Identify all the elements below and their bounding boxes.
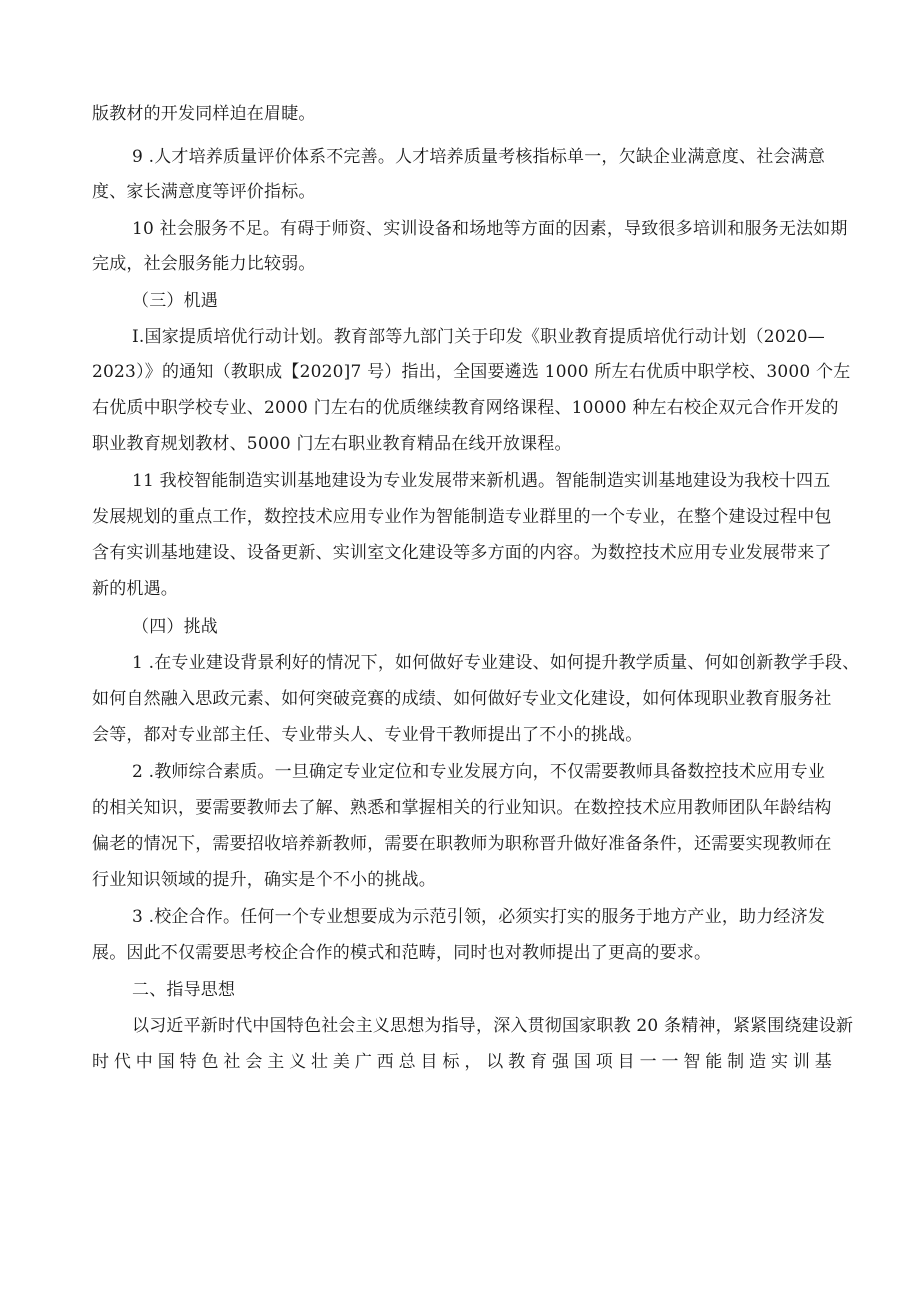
paragraph-line: 展。因此不仅需要思考校企合作的模式和范畴，同时也对教师提出了更高的要求。 bbox=[92, 943, 712, 963]
paragraph-line: 2023）》的通知（教职成【2020]7 号）指出，全国要遴选 1000 所左右优质中职学校、3000 个左 bbox=[92, 362, 851, 382]
paragraph-line: 新的机遇。 bbox=[92, 579, 178, 599]
section-heading: （三）机遇 bbox=[132, 291, 218, 311]
paragraph-line: 的相关知识，要需要教师去了解、熟悉和掌握相关的行业知识。在数控技术应用教师团队年龄结构 bbox=[92, 798, 832, 818]
paragraph-line: 2 .教师综合素质。一旦确定专业定位和专业发展方向，不仅需要教师具备数控技术应用专业 bbox=[132, 762, 826, 782]
paragraph-line: 如何自然融入思政元素、如何突破竞赛的成绩、如何做好专业文化建设，如何体现职业教育服务社 bbox=[92, 689, 832, 709]
paragraph-line: 含有实训基地建设、设备更新、实训室文化建设等多方面的内容。为数控技术应用专业发展带来了 bbox=[92, 543, 832, 563]
paragraph-line: 职业教育规划教材、5000 门左右职业教育精品在线开放课程。 bbox=[92, 434, 572, 454]
paragraph-line: 以习近平新时代中国特色社会主义思想为指导，深入贯彻国家职教 20 条精神，紧紧围绕建设新 bbox=[132, 1016, 854, 1036]
paragraph-line: 时代中国特色社会主义壮美广西总目标，以教育强国项目一一智能制造实训基 bbox=[92, 1052, 832, 1072]
paragraph-line: 11 我校智能制造实训基地建设为专业发展带来新机遇。智能制造实训基地建设为我校十四五 bbox=[132, 471, 831, 491]
paragraph-line: 10 社会服务不足。有碍于师资、实训设备和场地等方面的因素，导致很多培训和服务无法如期 bbox=[132, 219, 848, 239]
paragraph-line: 版教材的开发同样迫在眉睫。 bbox=[92, 104, 316, 124]
paragraph-line: 9 .人才培养质量评价体系不完善。人才培养质量考核指标单一，欠缺企业满意度、社会满意 bbox=[132, 147, 826, 167]
paragraph-line: 行业知识领域的提升，确实是个不小的挑战。 bbox=[92, 870, 436, 890]
section-heading: 二、指导思想 bbox=[132, 980, 236, 1000]
paragraph-line: 发展规划的重点工作，数控技术应用专业作为智能制造专业群里的一个专业，在整个建设过程中包 bbox=[92, 507, 832, 527]
paragraph-line: 3 .校企合作。任何一个专业想要成为示范引领，必须实打实的服务于地方产业，助力经济发 bbox=[132, 907, 826, 927]
paragraph-line: 度、家长满意度等评价指标。 bbox=[92, 182, 316, 202]
paragraph-line: 完成，社会服务能力比较弱。 bbox=[92, 254, 316, 274]
paragraph-line: 右优质中职学校专业、2000 门左右的优质继续教育网络课程、10000 种左右校企双元合作开发的 bbox=[92, 398, 839, 418]
paragraph-line: I.国家提质培优行动计划。教育部等九部门关于印发《职业教育提质培优行动计划（2020— bbox=[132, 327, 825, 347]
paragraph-line: 1 .在专业建设背景利好的情况下，如何做好专业建设、如何提升教学质量、何如创新教学手段、 bbox=[132, 653, 860, 673]
section-heading: （四）挑战 bbox=[132, 617, 218, 637]
paragraph-line: 偏老的情况下，需要招收培养新教师，需要在职教师为职称晋升做好准备条件，还需要实现教师在 bbox=[92, 834, 832, 854]
paragraph-line: 会等，都对专业部主任、专业带头人、专业骨干教师提出了不小的挑战。 bbox=[92, 725, 643, 745]
